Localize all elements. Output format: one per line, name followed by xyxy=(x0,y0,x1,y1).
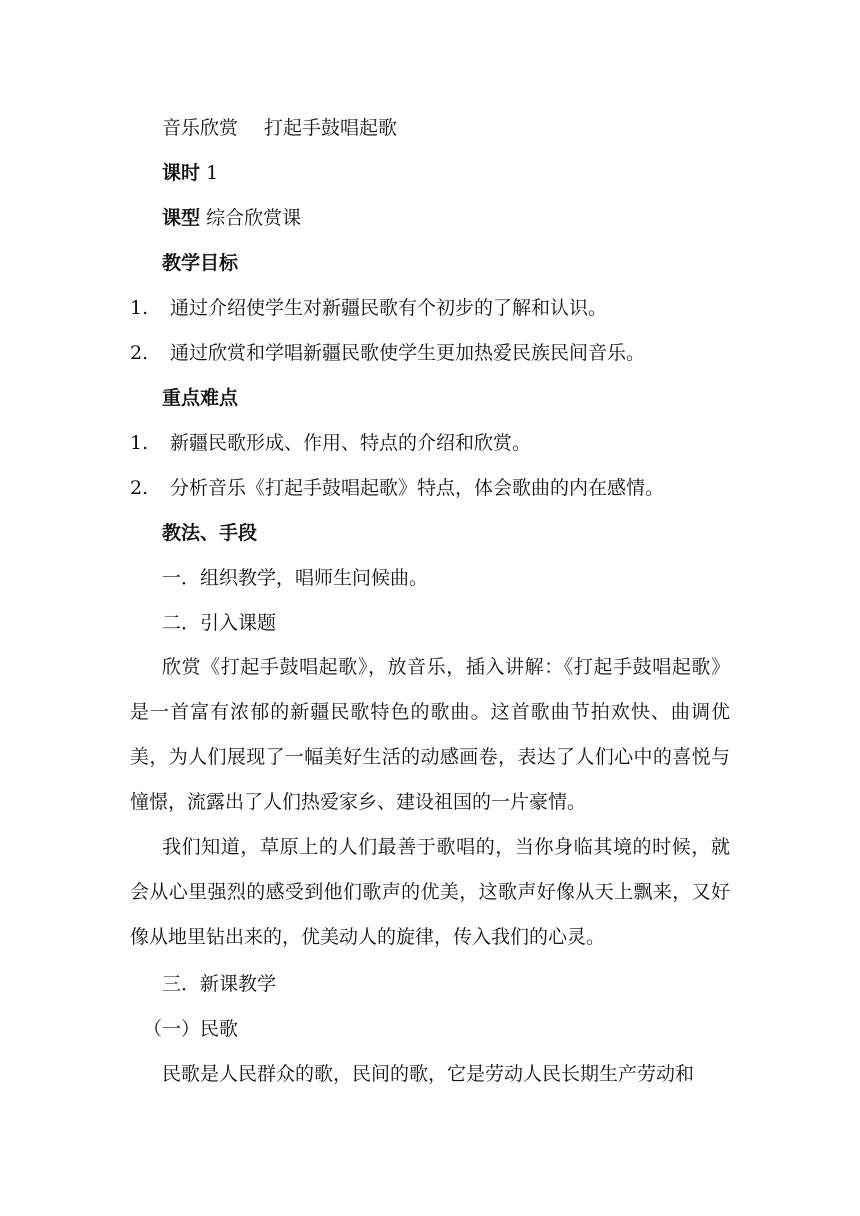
key-point-item-2 xyxy=(130,476,730,500)
key-point-number-1: 1. xyxy=(130,432,149,454)
goal-text-2: 通过欣赏和学唱新疆民歌使学生更加热爱民族民间音乐。 xyxy=(170,342,646,364)
goal-number-2: 2. xyxy=(130,342,149,364)
class-type xyxy=(162,206,762,230)
step-3: 三．新课教学 xyxy=(162,973,277,995)
step-1: 一．组织教学，唱师生问候曲。 xyxy=(162,567,429,589)
goal-item-2 xyxy=(130,341,730,365)
methods-heading: 教法、手段 xyxy=(162,522,258,544)
sub-heading-folk-song: （一）民歌 xyxy=(143,1018,239,1040)
class-hours-label: 课时 xyxy=(162,162,201,184)
class-type-value: 综合欣赏课 xyxy=(206,207,302,229)
key-point-text-2: 分析音乐《打起手鼓唱起歌》特点，体会歌曲的内在感情。 xyxy=(170,477,665,499)
title-song: 打起手鼓唱起歌 xyxy=(264,117,398,139)
key-point-item-1 xyxy=(130,431,730,455)
goal-item-1 xyxy=(130,296,730,320)
goal-text-1: 通过介绍使学生对新疆民歌有个初步的了解和认识。 xyxy=(170,297,608,319)
folk-song-paragraph: 民歌是人民群众的歌，民间的歌，它是劳动人民长期生产劳动和 xyxy=(162,1063,695,1085)
key-points-heading: 重点难点 xyxy=(162,387,239,409)
key-point-text-1: 新疆民歌形成、作用、特点的介绍和欣赏。 xyxy=(170,432,532,454)
class-hours xyxy=(162,161,762,185)
title-subject: 音乐欣赏 xyxy=(162,117,239,139)
class-hours-value: 1 xyxy=(206,162,219,184)
goals-heading: 教学目标 xyxy=(162,252,239,274)
goal-number-1: 1. xyxy=(130,297,149,319)
step-2: 二．引入课题 xyxy=(162,612,277,634)
doc-title xyxy=(162,116,762,140)
class-type-label: 课型 xyxy=(162,207,201,229)
key-point-number-2: 2. xyxy=(130,477,149,499)
intro-paragraph-2: 我们知道，草原上的人们最善于歌唱的，当你身临其境的时候，就会从心里强烈的感受到他们歌声的优美，这歌声好像从天上飘来，又好像从地里钻出来的，优美动人的旋律，传入我们的心灵。 xyxy=(130,836,730,948)
intro-paragraph-1: 欣赏《打起手鼓唱起歌》，放音乐，插入讲解：《打起手鼓唱起歌》是一首富有浓郁的新疆民歌特色的歌曲。这首歌曲节拍欢快、曲调优美，为人们展现了一幅美好生活的动感画卷，表达了人们心中的喜悦与憧憬，流露出了人们热爱家乡、建设祖国的一片豪情。 xyxy=(130,656,730,813)
